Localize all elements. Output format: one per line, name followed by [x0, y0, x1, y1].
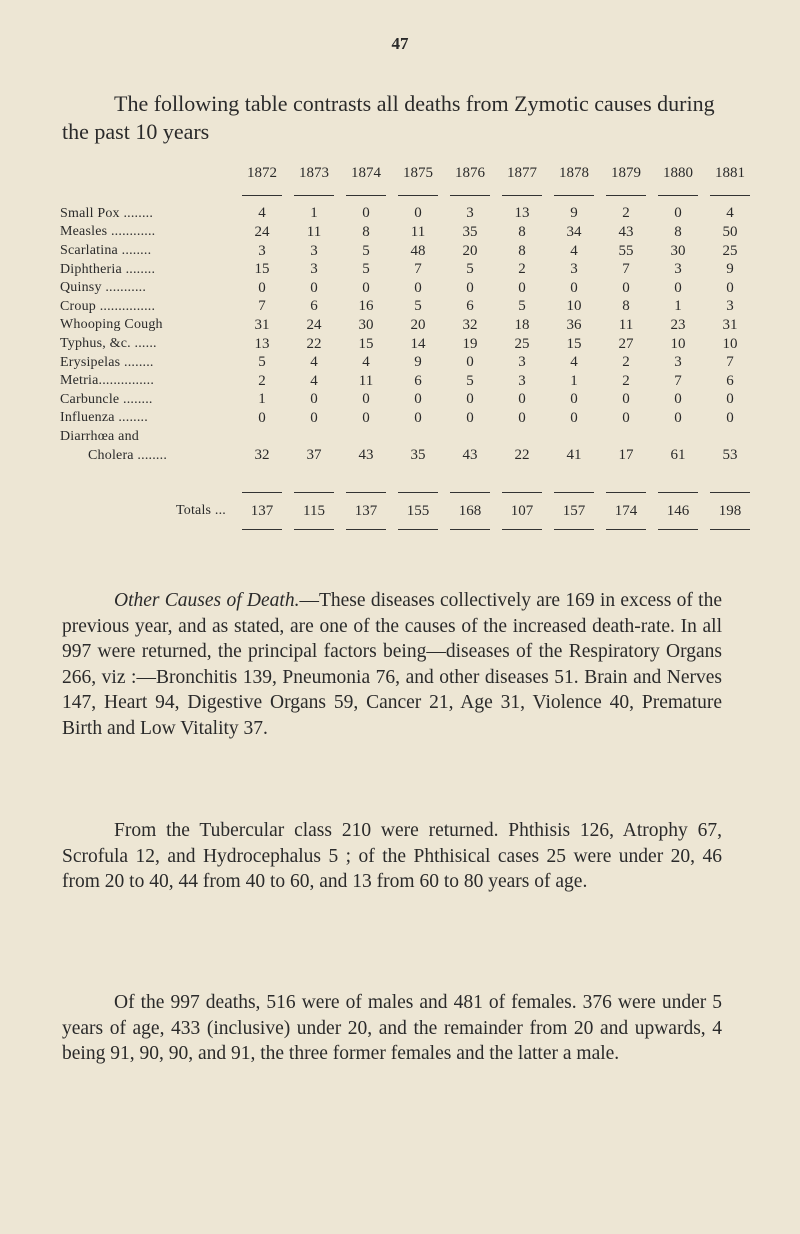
other-causes-text: —These diseases collectively are 169 in excess of the previous year, and as stated, are one of the causes of the increased death-rate. In all 997 were returned, the principal factors being—diseases of the Respiratory Organs 266, viz :—Bronchitis 139, Pneumonia 76, and other diseases 51. Brain and Nerves 147, Heart 94, Digestive Organs 59, Cancer 21, Age 31, Violence 40, Premature Birth and Low Vitality 37.	[62, 590, 722, 739]
rule	[658, 492, 698, 493]
death-count-cell: 30	[358, 316, 374, 333]
death-count-cell: 0	[466, 391, 474, 408]
death-count-cell: 2	[622, 372, 630, 389]
rule	[710, 492, 750, 493]
death-count-cell: 16	[358, 298, 374, 315]
disease-name: Cholera ........	[88, 447, 168, 463]
death-count-cell: 11	[358, 372, 374, 389]
death-count-cell: 1	[570, 372, 578, 389]
total-cell: 155	[406, 502, 430, 519]
death-count-cell: 4	[310, 372, 318, 389]
disease-name: Diphtheria ........	[60, 261, 156, 277]
rule	[502, 529, 542, 530]
death-count-cell: 1	[258, 391, 266, 408]
death-count-cell: 1	[310, 205, 318, 222]
death-count-cell: 4	[310, 354, 318, 371]
total-cell: 168	[458, 502, 482, 519]
death-count-cell: 0	[258, 409, 266, 426]
table-row	[60, 409, 756, 428]
rule	[242, 492, 282, 493]
death-count-cell: 7	[674, 372, 682, 389]
total-cell: 115	[303, 502, 325, 519]
rule	[606, 529, 646, 530]
disease-name: Erysipelas ........	[60, 354, 154, 370]
totals-row	[60, 502, 756, 521]
rule	[554, 529, 594, 530]
death-count-cell: 20	[462, 242, 478, 259]
header-rule-row	[60, 186, 756, 205]
rule	[450, 492, 490, 493]
rule	[346, 529, 386, 530]
year-header: 1879	[611, 164, 641, 181]
death-count-cell: 61	[670, 447, 686, 464]
total-cell: 174	[614, 502, 638, 519]
table-row	[60, 391, 756, 410]
death-count-cell: 13	[254, 335, 270, 352]
death-count-cell: 8	[674, 223, 682, 240]
death-count-cell: 0	[726, 409, 734, 426]
death-count-cell: 0	[466, 279, 474, 296]
total-cell: 198	[718, 502, 742, 519]
disease-name: Influenza ........	[60, 410, 148, 426]
year-header: 1880	[663, 164, 693, 181]
rule	[346, 195, 386, 196]
zymotic-deaths-table	[60, 160, 756, 539]
death-count-cell: 4	[362, 354, 370, 371]
death-count-cell: 25	[514, 335, 530, 352]
death-count-cell: 3	[674, 354, 682, 371]
year-header: 1878	[559, 164, 589, 181]
death-count-cell: 9	[570, 205, 578, 222]
death-count-cell: 0	[414, 409, 422, 426]
tubercular-text: From the Tubercular class 210 were returned. Phthisis 126, Atrophy 67, Scrofula 12, and Hydrocephalus 5 ; of the Phthisical cases 25 were under 20, 46 from 20 to 40, 44 from 40 to 60, and 13 from 60 to 80 years of age.	[62, 820, 722, 892]
death-count-cell: 4	[726, 205, 734, 222]
death-count-cell: 0	[674, 279, 682, 296]
death-count-cell: 27	[618, 335, 634, 352]
death-count-cell: 17	[618, 447, 634, 464]
death-count-cell: 0	[258, 279, 266, 296]
year-header: 1872	[247, 164, 277, 181]
death-count-cell: 25	[722, 242, 738, 259]
death-count-cell: 5	[362, 261, 370, 278]
death-count-cell: 19	[462, 335, 478, 352]
death-count-cell: 0	[466, 409, 474, 426]
death-count-cell: 41	[566, 447, 582, 464]
death-count-cell: 34	[566, 223, 582, 240]
disease-name: Diarrhœa and	[60, 429, 139, 445]
year-header: 1873	[299, 164, 329, 181]
death-count-cell: 13	[514, 205, 530, 222]
table-row-diarrhoea-label	[60, 428, 756, 447]
table-row	[60, 316, 756, 335]
death-count-cell: 0	[362, 409, 370, 426]
total-cell: 146	[666, 502, 690, 519]
death-count-cell: 22	[306, 335, 322, 352]
death-count-cell: 5	[518, 298, 526, 315]
death-count-cell: 5	[466, 372, 474, 389]
death-count-cell: 32	[462, 316, 478, 333]
death-count-cell: 0	[466, 354, 474, 371]
rule	[606, 492, 646, 493]
total-cell: 137	[354, 502, 378, 519]
disease-name: Measles ............	[60, 224, 156, 240]
death-count-cell: 23	[670, 316, 686, 333]
page-number: 47	[391, 34, 409, 53]
death-count-cell: 10	[566, 298, 582, 315]
death-count-cell: 48	[410, 242, 426, 259]
death-count-cell: 6	[310, 298, 318, 315]
rule	[554, 492, 594, 493]
death-count-cell: 5	[414, 298, 422, 315]
death-count-cell: 0	[570, 391, 578, 408]
disease-name: Small Pox ........	[60, 205, 154, 221]
year-header: 1874	[351, 164, 381, 181]
death-count-cell: 3	[674, 261, 682, 278]
death-count-cell: 30	[670, 242, 686, 259]
intro-paragraph: The following table contrasts all deaths from Zymotic causes during the past 10 years	[62, 91, 715, 144]
death-count-cell: 8	[518, 242, 526, 259]
death-count-cell: 3	[726, 298, 734, 315]
death-count-cell: 11	[306, 223, 322, 240]
death-count-cell: 0	[414, 391, 422, 408]
table-row	[60, 223, 756, 242]
rule	[450, 195, 490, 196]
death-count-cell: 2	[258, 372, 266, 389]
death-count-cell: 4	[570, 354, 578, 371]
death-count-cell: 0	[674, 205, 682, 222]
table-row	[60, 353, 756, 372]
death-count-cell: 53	[722, 447, 738, 464]
death-count-cell: 8	[622, 298, 630, 315]
table-row-diarrhoea	[60, 446, 756, 465]
death-count-cell: 0	[310, 391, 318, 408]
death-count-cell: 0	[518, 391, 526, 408]
deaths-summary-paragraph	[62, 990, 722, 1067]
year-header-row	[60, 160, 756, 186]
death-count-cell: 15	[358, 335, 374, 352]
rule	[346, 492, 386, 493]
death-count-cell: 8	[362, 223, 370, 240]
death-count-cell: 0	[570, 279, 578, 296]
rule	[398, 492, 438, 493]
death-count-cell: 8	[518, 223, 526, 240]
death-count-cell: 6	[414, 372, 422, 389]
rule	[502, 195, 542, 196]
death-count-cell: 14	[410, 335, 426, 352]
rule	[710, 529, 750, 530]
death-count-cell: 35	[410, 447, 426, 464]
death-count-cell: 2	[622, 354, 630, 371]
rule	[294, 529, 334, 530]
year-header: 1881	[715, 164, 745, 181]
death-count-cell: 6	[726, 372, 734, 389]
year-header: 1876	[455, 164, 485, 181]
death-count-cell: 43	[618, 223, 634, 240]
death-count-cell: 5	[362, 242, 370, 259]
death-count-cell: 31	[254, 316, 270, 333]
death-count-cell: 24	[254, 223, 270, 240]
death-count-cell: 32	[254, 447, 270, 464]
death-count-cell: 24	[306, 316, 322, 333]
death-count-cell: 0	[570, 409, 578, 426]
death-count-cell: 3	[570, 261, 578, 278]
death-count-cell: 0	[362, 279, 370, 296]
death-count-cell: 11	[410, 223, 426, 240]
death-count-cell: 0	[622, 391, 630, 408]
rule	[398, 195, 438, 196]
disease-name: Carbuncle ........	[60, 391, 153, 407]
death-count-cell: 3	[518, 372, 526, 389]
totals-rule-row	[60, 484, 756, 503]
total-cell: 157	[562, 502, 586, 519]
rule	[294, 492, 334, 493]
death-count-cell: 0	[362, 205, 370, 222]
death-count-cell: 10	[722, 335, 738, 352]
totals-label: Totals ...	[175, 503, 226, 519]
table-row	[60, 298, 756, 317]
rule	[502, 492, 542, 493]
death-count-cell: 55	[618, 242, 634, 259]
bottom-rule-row	[60, 521, 756, 540]
death-count-cell: 7	[726, 354, 734, 371]
death-count-cell: 0	[518, 409, 526, 426]
label-column-header	[60, 160, 236, 186]
death-count-cell: 0	[622, 279, 630, 296]
death-count-cell: 0	[414, 205, 422, 222]
disease-name: Quinsy ...........	[60, 280, 147, 296]
death-count-cell: 0	[310, 409, 318, 426]
death-count-cell: 0	[674, 391, 682, 408]
total-cell: 107	[510, 502, 534, 519]
death-count-cell: 0	[726, 279, 734, 296]
death-count-cell: 5	[258, 354, 266, 371]
death-count-cell: 10	[670, 335, 686, 352]
death-count-cell: 50	[722, 223, 738, 240]
death-count-cell: 15	[566, 335, 582, 352]
table-row	[60, 242, 756, 261]
tubercular-paragraph	[62, 818, 722, 895]
death-count-cell: 22	[514, 447, 530, 464]
rule	[242, 529, 282, 530]
death-count-cell: 37	[306, 447, 322, 464]
death-count-cell: 2	[518, 261, 526, 278]
death-count-cell: 9	[414, 354, 422, 371]
deaths-summary-text: Of the 997 deaths, 516 were of males and 481 of females. 376 were under 5 years of age, 433 (inclusive) under 20, and the remainder from 20 and upwards, 4 being 91, 90, 90, and 91, the three former females and the latter a male.	[62, 992, 722, 1064]
rule	[242, 195, 282, 196]
death-count-cell: 4	[258, 205, 266, 222]
death-count-cell: 0	[674, 409, 682, 426]
death-count-cell: 7	[258, 298, 266, 315]
death-count-cell: 7	[414, 261, 422, 278]
rule	[606, 195, 646, 196]
death-count-cell: 18	[514, 316, 530, 333]
rule	[398, 529, 438, 530]
rule	[658, 195, 698, 196]
rule	[710, 195, 750, 196]
death-count-cell: 0	[518, 279, 526, 296]
death-count-cell: 3	[310, 261, 318, 278]
table-row	[60, 335, 756, 354]
death-count-cell: 35	[462, 223, 478, 240]
death-count-cell: 9	[726, 261, 734, 278]
table-row	[60, 372, 756, 391]
table-row	[60, 260, 756, 279]
death-count-cell: 2	[622, 205, 630, 222]
table-row	[60, 205, 756, 224]
rule	[294, 195, 334, 196]
death-count-cell: 43	[358, 447, 374, 464]
table-row	[60, 279, 756, 298]
death-count-cell: 15	[254, 261, 270, 278]
death-count-cell: 5	[466, 261, 474, 278]
rule	[658, 529, 698, 530]
death-count-cell: 11	[618, 316, 634, 333]
year-header: 1875	[403, 164, 433, 181]
death-count-cell: 6	[466, 298, 474, 315]
death-count-cell: 7	[622, 261, 630, 278]
disease-name: Whooping Cough	[60, 317, 163, 333]
disease-name: Typhus, &c. ......	[60, 336, 157, 352]
rule	[554, 195, 594, 196]
total-cell: 137	[250, 502, 274, 519]
year-header: 1877	[507, 164, 537, 181]
rule	[450, 529, 490, 530]
disease-name: Croup ...............	[60, 298, 156, 314]
death-count-cell: 20	[410, 316, 426, 333]
death-count-cell: 0	[726, 391, 734, 408]
death-count-cell: 3	[258, 242, 266, 259]
death-count-cell: 3	[518, 354, 526, 371]
death-count-cell: 0	[622, 409, 630, 426]
death-count-cell: 0	[362, 391, 370, 408]
death-count-cell: 4	[570, 242, 578, 259]
other-causes-heading: Other Causes of Death.	[114, 590, 300, 611]
disease-name: Metria...............	[60, 373, 155, 389]
other-causes-paragraph	[62, 588, 722, 741]
death-count-cell: 3	[466, 205, 474, 222]
death-count-cell: 3	[310, 242, 318, 259]
death-count-cell: 1	[674, 298, 682, 315]
death-count-cell: 43	[462, 447, 478, 464]
death-count-cell: 0	[414, 279, 422, 296]
disease-name: Scarlatina ........	[60, 243, 152, 259]
death-count-cell: 36	[566, 316, 582, 333]
death-count-cell: 31	[722, 316, 738, 333]
death-count-cell: 0	[310, 279, 318, 296]
